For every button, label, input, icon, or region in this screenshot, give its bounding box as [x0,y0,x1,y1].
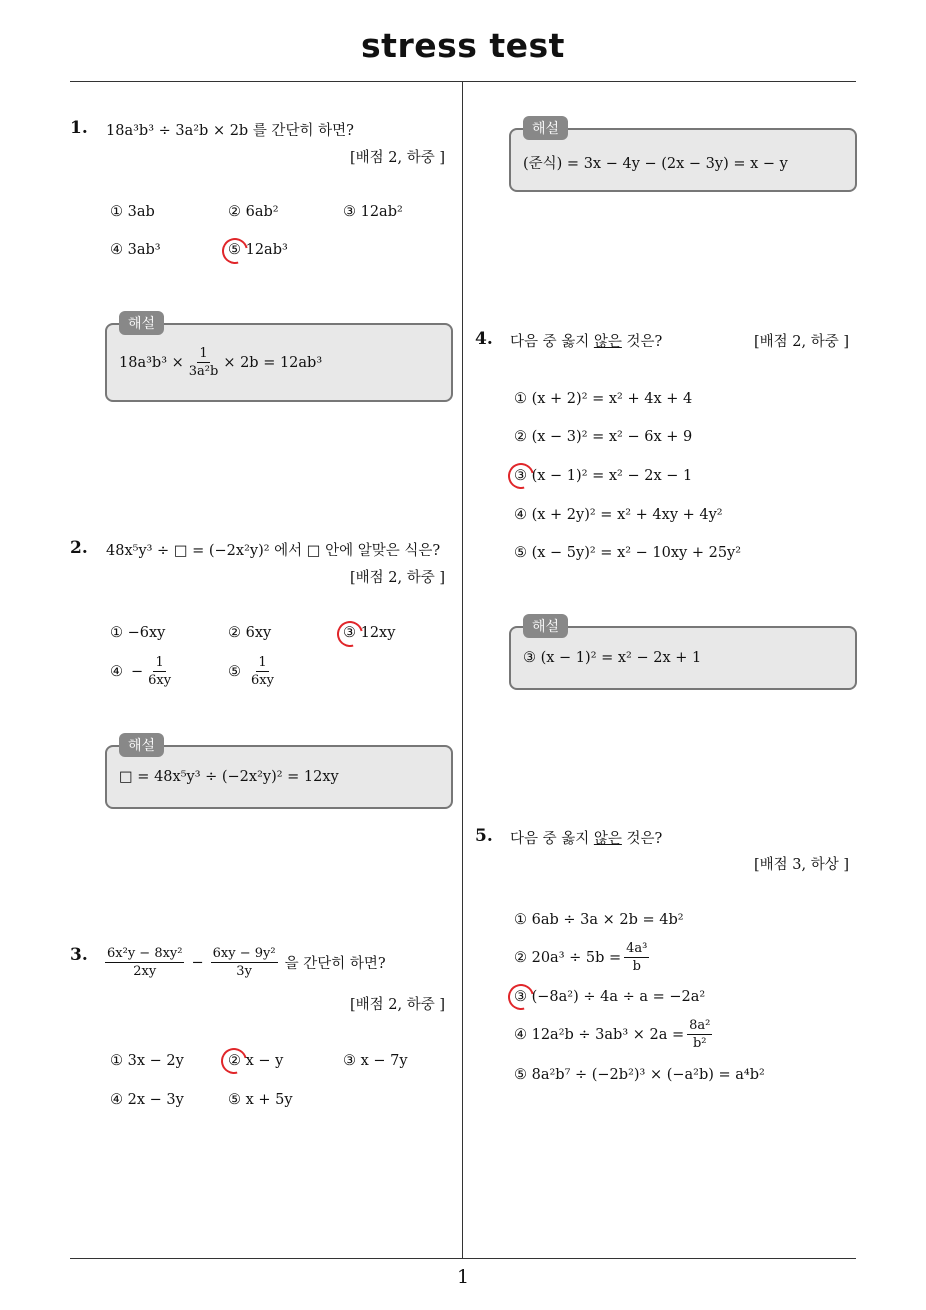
question-1-choice-3[interactable]: ③ 12ab² [343,204,403,220]
question-4-text [510,330,662,351]
question-4-choice-4[interactable]: ④ (x + 2y)² = x² + 4xy + 4y² [514,507,723,523]
question-2-choice-4[interactable] [110,654,176,689]
question-3-score: [배점 2, 하중 ] [350,997,446,1013]
question-text-pre: 다음 중 옳지 [510,334,594,350]
fraction-denominator: 6xy [251,673,274,688]
question-3-fraction-1 [105,945,184,980]
question-1-solution-box [105,316,453,402]
question-5-score: [배점 3, 하상 ] [754,857,850,873]
question-3-text-post: 을 간단히 하면? [284,956,386,972]
question-5-choice-4[interactable] [514,1017,715,1052]
question-text-underlined: 않은 [593,334,622,350]
page-title: stress test [361,26,565,65]
question-4-choice-2[interactable]: ② (x − 3)² = x² − 6x + 9 [514,429,693,445]
question-4-choice-1[interactable]: ① (x + 2)² = x² + 4x + 4 [514,391,693,407]
fraction-denominator: 3a²b [188,364,219,379]
question-2-number: 2. [70,538,88,558]
question-5-choice-2[interactable] [514,940,652,975]
footer-rule [70,1258,856,1259]
question-2-choice-5[interactable] [228,654,279,689]
question-4-solution-box [509,619,857,690]
question-1-solution [119,345,322,380]
question-2-choice-1[interactable]: ① −6xy [110,625,166,641]
question-3-fraction-2 [211,945,278,980]
fraction-numerator: 8a² [689,1018,711,1033]
question-5-number: 5. [475,826,493,846]
choice-sign: − [131,663,144,680]
question-3-number: 3. [70,945,88,965]
header-rule [70,81,856,82]
solution-tag: 해설 [523,614,568,638]
question-3-choice-2[interactable]: ② x − y [228,1053,284,1069]
question-5-choice-1[interactable]: ① 6ab ÷ 3a × 2b = 4b² [514,912,684,928]
fraction-numerator: 6x²y − 8xy² [107,946,183,961]
choice-pre: ② 20a³ ÷ 5b = [514,949,622,966]
question-1-text: 18a³b³ ÷ 3a²b × 2b 를 간단히 하면? [106,123,354,139]
question-1-choice-2[interactable]: ② 6ab² [228,204,279,220]
question-4-solution: ③ (x − 1)² = x² − 2x + 1 [523,650,702,666]
question-1-score: [배점 2, 하중 ] [350,150,446,166]
fraction-numerator: 1 [155,655,164,670]
solution-tag: 해설 [523,116,568,140]
question-3-solution-box [509,121,857,192]
choice-label: ⑤ [228,663,241,680]
fraction-denominator: 6xy [148,673,172,688]
question-5-text [510,827,662,848]
question-5-choice-5[interactable]: ⑤ 8a²b⁷ ÷ (−2b²)³ × (−a²b) = a⁴b² [514,1067,765,1083]
question-2-score: [배점 2, 하중 ] [350,570,446,586]
fraction-denominator: b [632,959,641,974]
fraction-numerator: 4a³ [626,941,648,956]
question-3-choice-1[interactable]: ① 3x − 2y [110,1053,184,1069]
fraction-denominator: b² [692,1036,707,1051]
choice-label: ④ [110,663,123,680]
choice-fraction [146,654,173,689]
question-4-number: 4. [475,329,493,349]
solution-tag: 해설 [119,733,164,757]
question-1-number: 1. [70,118,88,138]
question-2-solution: □ = 48x⁵y³ ÷ (−2x²y)² = 12xy [119,769,339,785]
question-text-pre: 다음 중 옳지 [510,831,594,847]
question-1-choice-4[interactable]: ④ 3ab³ [110,242,161,258]
question-2-choice-2[interactable]: ② 6xy [228,625,272,641]
question-5-choice-3[interactable]: ③ (−8a²) ÷ 4a ÷ a = −2a² [514,989,706,1005]
choice-fraction [249,654,276,689]
question-3-choice-3[interactable]: ③ x − 7y [343,1053,408,1069]
minus-sign: − [191,954,204,971]
page-number: 1 [456,1266,470,1288]
question-4-choice-5[interactable]: ⑤ (x − 5y)² = x² − 10xy + 25y² [514,545,742,561]
question-text-underlined: 않은 [593,831,622,847]
question-2-choice-3[interactable]: ③ 12xy [343,625,396,641]
question-1-choice-5[interactable]: ⑤ 12ab³ [228,242,288,258]
question-2-solution-box [105,738,453,809]
fraction-numerator: 6xy − 9y² [212,946,276,961]
fraction-denominator: 2xy [133,964,157,979]
question-2-text: 48x⁵y³ ÷ □ = (−2x²y)² 에서 □ 안에 알맞은 식은? [106,543,441,559]
question-text-post: 것은? [621,831,663,847]
solution-pre: 18a³b³ × [119,354,184,371]
question-3-text [102,945,386,980]
question-1-choice-1[interactable]: ① 3ab [110,204,155,220]
solution-tag: 해설 [119,311,164,335]
question-4-choice-3[interactable]: ③ (x − 1)² = x² − 2x − 1 [514,468,693,484]
solution-fraction [187,345,221,380]
column-divider [462,82,463,1258]
fraction-numerator: 1 [258,655,267,670]
choice-fraction [624,940,649,975]
solution-post: × 2b = 12ab³ [223,354,323,371]
choice-pre: ④ 12a²b ÷ 3ab³ × 2a = [514,1026,685,1043]
choice-fraction [687,1017,712,1052]
question-4-score: [배점 2, 하중 ] [754,334,850,350]
question-text-post: 것은? [621,334,663,350]
question-3-choice-5[interactable]: ⑤ x + 5y [228,1092,293,1108]
fraction-denominator: 3y [236,964,252,979]
fraction-numerator: 1 [199,346,208,361]
question-3-solution: (준식) = 3x − 4y − (2x − 3y) = x − y [523,156,788,172]
question-3-choice-4[interactable]: ④ 2x − 3y [110,1092,184,1108]
